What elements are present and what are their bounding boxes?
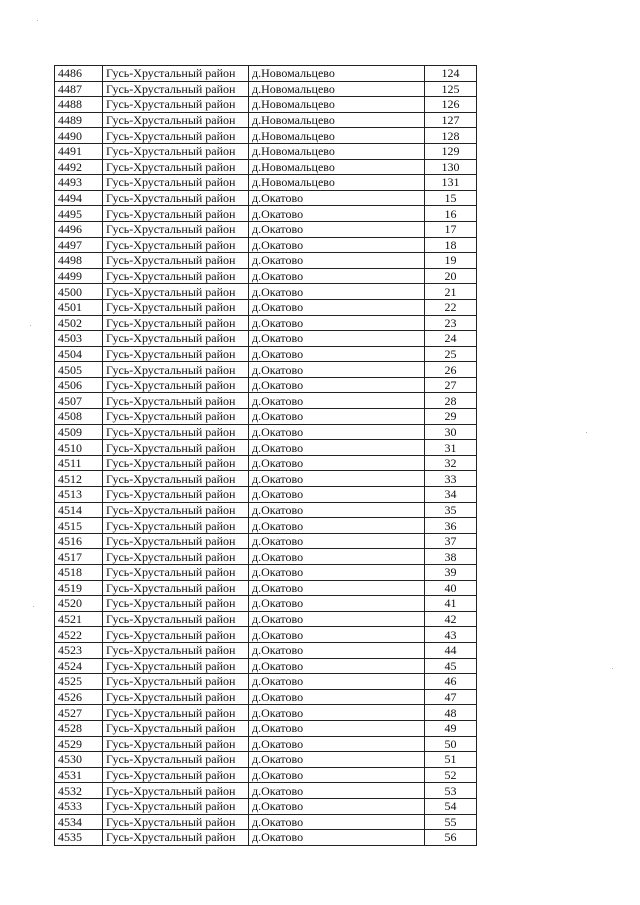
row-number-cell: 4521: [55, 611, 103, 627]
scan-speck: [37, 20, 38, 21]
district-cell: Гусь-Хрустальный район: [103, 424, 249, 440]
house-number-cell: 128: [425, 128, 477, 144]
settlement-cell: д.Окатово: [249, 409, 425, 425]
house-number-cell: 32: [425, 455, 477, 471]
district-cell: Гусь-Хрустальный район: [103, 549, 249, 565]
settlement-cell: д.Окатово: [249, 299, 425, 315]
address-table-body: [55, 66, 477, 846]
scan-speck: [586, 432, 587, 433]
row-number-cell: 4503: [55, 331, 103, 347]
house-number-cell: 29: [425, 409, 477, 425]
house-number-cell: 28: [425, 393, 477, 409]
house-number-cell: 39: [425, 565, 477, 581]
house-number-cell: 55: [425, 814, 477, 830]
table-row: [55, 596, 477, 612]
house-number-cell: 23: [425, 315, 477, 331]
row-number-cell: 4524: [55, 658, 103, 674]
district-cell: Гусь-Хрустальный район: [103, 362, 249, 378]
row-number-cell: 4489: [55, 112, 103, 128]
settlement-cell: д.Окатово: [249, 518, 425, 534]
house-number-cell: 125: [425, 81, 477, 97]
district-cell: Гусь-Хрустальный район: [103, 798, 249, 814]
row-number-cell: 4487: [55, 81, 103, 97]
row-number-cell: 4490: [55, 128, 103, 144]
house-number-cell: 43: [425, 627, 477, 643]
table-row: [55, 331, 477, 347]
table-row: [55, 362, 477, 378]
district-cell: Гусь-Хрустальный район: [103, 611, 249, 627]
row-number-cell: 4510: [55, 440, 103, 456]
row-number-cell: 4527: [55, 705, 103, 721]
district-cell: Гусь-Хрустальный район: [103, 642, 249, 658]
house-number-cell: 19: [425, 253, 477, 269]
district-cell: Гусь-Хрустальный район: [103, 66, 249, 82]
district-cell: Гусь-Хрустальный район: [103, 580, 249, 596]
table-row: [55, 767, 477, 783]
house-number-cell: 33: [425, 471, 477, 487]
district-cell: Гусь-Хрустальный район: [103, 112, 249, 128]
district-cell: Гусь-Хрустальный район: [103, 471, 249, 487]
district-cell: Гусь-Хрустальный район: [103, 783, 249, 799]
table-row: [55, 798, 477, 814]
house-number-cell: 37: [425, 533, 477, 549]
house-number-cell: 16: [425, 206, 477, 222]
settlement-cell: д.Окатово: [249, 783, 425, 799]
settlement-cell: д.Окатово: [249, 190, 425, 206]
settlement-cell: д.Окатово: [249, 736, 425, 752]
district-cell: Гусь-Хрустальный район: [103, 206, 249, 222]
row-number-cell: 4523: [55, 642, 103, 658]
table-row: [55, 143, 477, 159]
house-number-cell: 127: [425, 112, 477, 128]
district-cell: Гусь-Хрустальный район: [103, 455, 249, 471]
settlement-cell: д.Окатово: [249, 471, 425, 487]
row-number-cell: 4488: [55, 97, 103, 113]
district-cell: Гусь-Хрустальный район: [103, 518, 249, 534]
house-number-cell: 30: [425, 424, 477, 440]
settlement-cell: д.Окатово: [249, 487, 425, 503]
settlement-cell: д.Окатово: [249, 565, 425, 581]
district-cell: Гусь-Хрустальный район: [103, 658, 249, 674]
row-number-cell: 4506: [55, 377, 103, 393]
row-number-cell: 4526: [55, 689, 103, 705]
table-row: [55, 627, 477, 643]
table-row: [55, 814, 477, 830]
scan-speck: [30, 325, 31, 326]
settlement-cell: д.Окатово: [249, 814, 425, 830]
row-number-cell: 4493: [55, 175, 103, 191]
table-row: [55, 159, 477, 175]
table-row: [55, 253, 477, 269]
row-number-cell: 4515: [55, 518, 103, 534]
house-number-cell: 54: [425, 798, 477, 814]
table-row: [55, 752, 477, 768]
table-row: [55, 487, 477, 503]
house-number-cell: 22: [425, 299, 477, 315]
table-row: [55, 533, 477, 549]
district-cell: Гусь-Хрустальный район: [103, 736, 249, 752]
house-number-cell: 124: [425, 66, 477, 82]
settlement-cell: д.Окатово: [249, 658, 425, 674]
settlement-cell: д.Окатово: [249, 424, 425, 440]
scan-speck: [33, 606, 34, 607]
settlement-cell: д.Окатово: [249, 284, 425, 300]
row-number-cell: 4507: [55, 393, 103, 409]
district-cell: Гусь-Хрустальный район: [103, 440, 249, 456]
table-row: [55, 190, 477, 206]
settlement-cell: д.Окатово: [249, 580, 425, 596]
row-number-cell: 4525: [55, 674, 103, 690]
house-number-cell: 18: [425, 237, 477, 253]
table-row: [55, 705, 477, 721]
settlement-cell: д.Окатово: [249, 627, 425, 643]
district-cell: Гусь-Хрустальный район: [103, 190, 249, 206]
row-number-cell: 4531: [55, 767, 103, 783]
settlement-cell: д.Окатово: [249, 596, 425, 612]
district-cell: Гусь-Хрустальный район: [103, 627, 249, 643]
settlement-cell: д.Окатово: [249, 752, 425, 768]
district-cell: Гусь-Хрустальный район: [103, 268, 249, 284]
address-table: [54, 65, 477, 846]
house-number-cell: 26: [425, 362, 477, 378]
settlement-cell: д.Окатово: [249, 346, 425, 362]
row-number-cell: 4514: [55, 502, 103, 518]
table-row: [55, 206, 477, 222]
row-number-cell: 4516: [55, 533, 103, 549]
row-number-cell: 4497: [55, 237, 103, 253]
settlement-cell: д.Окатово: [249, 315, 425, 331]
settlement-cell: д.Окатово: [249, 611, 425, 627]
settlement-cell: д.Окатово: [249, 237, 425, 253]
district-cell: Гусь-Хрустальный район: [103, 315, 249, 331]
house-number-cell: 20: [425, 268, 477, 284]
row-number-cell: 4520: [55, 596, 103, 612]
district-cell: Гусь-Хрустальный район: [103, 830, 249, 846]
house-number-cell: 24: [425, 331, 477, 347]
settlement-cell: д.Окатово: [249, 221, 425, 237]
table-row: [55, 565, 477, 581]
table-row: [55, 720, 477, 736]
district-cell: Гусь-Хрустальный район: [103, 159, 249, 175]
house-number-cell: 35: [425, 502, 477, 518]
table-row: [55, 658, 477, 674]
row-number-cell: 4501: [55, 299, 103, 315]
table-row: [55, 409, 477, 425]
table-row: [55, 268, 477, 284]
row-number-cell: 4504: [55, 346, 103, 362]
settlement-cell: д.Окатово: [249, 377, 425, 393]
settlement-cell: д.Окатово: [249, 268, 425, 284]
settlement-cell: д.Окатово: [249, 830, 425, 846]
settlement-cell: д.Новомальцево: [249, 159, 425, 175]
house-number-cell: 129: [425, 143, 477, 159]
row-number-cell: 4500: [55, 284, 103, 300]
house-number-cell: 51: [425, 752, 477, 768]
table-row: [55, 221, 477, 237]
table-row: [55, 518, 477, 534]
row-number-cell: 4512: [55, 471, 103, 487]
district-cell: Гусь-Хрустальный район: [103, 253, 249, 269]
house-number-cell: 44: [425, 642, 477, 658]
settlement-cell: д.Новомальцево: [249, 112, 425, 128]
house-number-cell: 131: [425, 175, 477, 191]
house-number-cell: 49: [425, 720, 477, 736]
table-row: [55, 237, 477, 253]
row-number-cell: 4530: [55, 752, 103, 768]
table-row: [55, 830, 477, 846]
row-number-cell: 4528: [55, 720, 103, 736]
district-cell: Гусь-Хрустальный район: [103, 81, 249, 97]
district-cell: Гусь-Хрустальный район: [103, 128, 249, 144]
settlement-cell: д.Окатово: [249, 362, 425, 378]
district-cell: Гусь-Хрустальный район: [103, 674, 249, 690]
row-number-cell: 4491: [55, 143, 103, 159]
district-cell: Гусь-Хрустальный район: [103, 533, 249, 549]
row-number-cell: 4511: [55, 455, 103, 471]
row-number-cell: 4532: [55, 783, 103, 799]
table-row: [55, 471, 477, 487]
settlement-cell: д.Окатово: [249, 720, 425, 736]
district-cell: Гусь-Хрустальный район: [103, 752, 249, 768]
settlement-cell: д.Окатово: [249, 455, 425, 471]
row-number-cell: 4529: [55, 736, 103, 752]
district-cell: Гусь-Хрустальный район: [103, 767, 249, 783]
house-number-cell: 31: [425, 440, 477, 456]
settlement-cell: д.Новомальцево: [249, 143, 425, 159]
table-row: [55, 284, 477, 300]
row-number-cell: 4499: [55, 268, 103, 284]
row-number-cell: 4505: [55, 362, 103, 378]
district-cell: Гусь-Хрустальный район: [103, 596, 249, 612]
district-cell: Гусь-Хрустальный район: [103, 143, 249, 159]
scan-speck: [612, 668, 613, 669]
table-row: [55, 128, 477, 144]
district-cell: Гусь-Хрустальный район: [103, 175, 249, 191]
table-row: [55, 580, 477, 596]
house-number-cell: 130: [425, 159, 477, 175]
house-number-cell: 46: [425, 674, 477, 690]
row-number-cell: 4535: [55, 830, 103, 846]
row-number-cell: 4486: [55, 66, 103, 82]
table-row: [55, 81, 477, 97]
row-number-cell: 4534: [55, 814, 103, 830]
house-number-cell: 17: [425, 221, 477, 237]
settlement-cell: д.Новомальцево: [249, 128, 425, 144]
table-row: [55, 674, 477, 690]
table-row: [55, 642, 477, 658]
row-number-cell: 4502: [55, 315, 103, 331]
row-number-cell: 4498: [55, 253, 103, 269]
district-cell: Гусь-Хрустальный район: [103, 720, 249, 736]
settlement-cell: д.Новомальцево: [249, 66, 425, 82]
settlement-cell: д.Окатово: [249, 798, 425, 814]
table-row: [55, 377, 477, 393]
district-cell: Гусь-Хрустальный район: [103, 346, 249, 362]
table-row: [55, 689, 477, 705]
row-number-cell: 4517: [55, 549, 103, 565]
house-number-cell: 47: [425, 689, 477, 705]
district-cell: Гусь-Хрустальный район: [103, 502, 249, 518]
table-row: [55, 175, 477, 191]
table-row: [55, 315, 477, 331]
settlement-cell: д.Окатово: [249, 705, 425, 721]
house-number-cell: 40: [425, 580, 477, 596]
table-row: [55, 549, 477, 565]
settlement-cell: д.Окатово: [249, 440, 425, 456]
row-number-cell: 4522: [55, 627, 103, 643]
table-row: [55, 440, 477, 456]
settlement-cell: д.Окатово: [249, 689, 425, 705]
house-number-cell: 52: [425, 767, 477, 783]
district-cell: Гусь-Хрустальный район: [103, 331, 249, 347]
district-cell: Гусь-Хрустальный район: [103, 689, 249, 705]
settlement-cell: д.Окатово: [249, 533, 425, 549]
district-cell: Гусь-Хрустальный район: [103, 284, 249, 300]
house-number-cell: 36: [425, 518, 477, 534]
settlement-cell: д.Новомальцево: [249, 97, 425, 113]
house-number-cell: 21: [425, 284, 477, 300]
district-cell: Гусь-Хрустальный район: [103, 705, 249, 721]
district-cell: Гусь-Хрустальный район: [103, 377, 249, 393]
row-number-cell: 4495: [55, 206, 103, 222]
house-number-cell: 42: [425, 611, 477, 627]
house-number-cell: 126: [425, 97, 477, 113]
table-row: [55, 299, 477, 315]
table-row: [55, 346, 477, 362]
settlement-cell: д.Окатово: [249, 393, 425, 409]
row-number-cell: 4513: [55, 487, 103, 503]
settlement-cell: д.Окатово: [249, 674, 425, 690]
house-number-cell: 50: [425, 736, 477, 752]
house-number-cell: 25: [425, 346, 477, 362]
district-cell: Гусь-Хрустальный район: [103, 814, 249, 830]
settlement-cell: д.Окатово: [249, 331, 425, 347]
house-number-cell: 48: [425, 705, 477, 721]
district-cell: Гусь-Хрустальный район: [103, 299, 249, 315]
house-number-cell: 15: [425, 190, 477, 206]
house-number-cell: 53: [425, 783, 477, 799]
table-row: [55, 611, 477, 627]
table-row: [55, 455, 477, 471]
table-row: [55, 502, 477, 518]
table-row: [55, 112, 477, 128]
table-row: [55, 783, 477, 799]
house-number-cell: 45: [425, 658, 477, 674]
house-number-cell: 34: [425, 487, 477, 503]
district-cell: Гусь-Хрустальный район: [103, 565, 249, 581]
table-row: [55, 97, 477, 113]
row-number-cell: 4518: [55, 565, 103, 581]
settlement-cell: д.Окатово: [249, 502, 425, 518]
table-row: [55, 66, 477, 82]
house-number-cell: 41: [425, 596, 477, 612]
row-number-cell: 4508: [55, 409, 103, 425]
settlement-cell: д.Новомальцево: [249, 175, 425, 191]
district-cell: Гусь-Хрустальный район: [103, 409, 249, 425]
house-number-cell: 56: [425, 830, 477, 846]
district-cell: Гусь-Хрустальный район: [103, 221, 249, 237]
settlement-cell: д.Новомальцево: [249, 81, 425, 97]
settlement-cell: д.Окатово: [249, 549, 425, 565]
settlement-cell: д.Окатово: [249, 642, 425, 658]
table-row: [55, 736, 477, 752]
house-number-cell: 38: [425, 549, 477, 565]
table-row: [55, 393, 477, 409]
row-number-cell: 4509: [55, 424, 103, 440]
row-number-cell: 4533: [55, 798, 103, 814]
settlement-cell: д.Окатово: [249, 767, 425, 783]
row-number-cell: 4494: [55, 190, 103, 206]
settlement-cell: д.Окатово: [249, 253, 425, 269]
settlement-cell: д.Окатово: [249, 206, 425, 222]
row-number-cell: 4492: [55, 159, 103, 175]
district-cell: Гусь-Хрустальный район: [103, 237, 249, 253]
district-cell: Гусь-Хрустальный район: [103, 487, 249, 503]
district-cell: Гусь-Хрустальный район: [103, 393, 249, 409]
house-number-cell: 27: [425, 377, 477, 393]
row-number-cell: 4519: [55, 580, 103, 596]
table-row: [55, 424, 477, 440]
row-number-cell: 4496: [55, 221, 103, 237]
district-cell: Гусь-Хрустальный район: [103, 97, 249, 113]
